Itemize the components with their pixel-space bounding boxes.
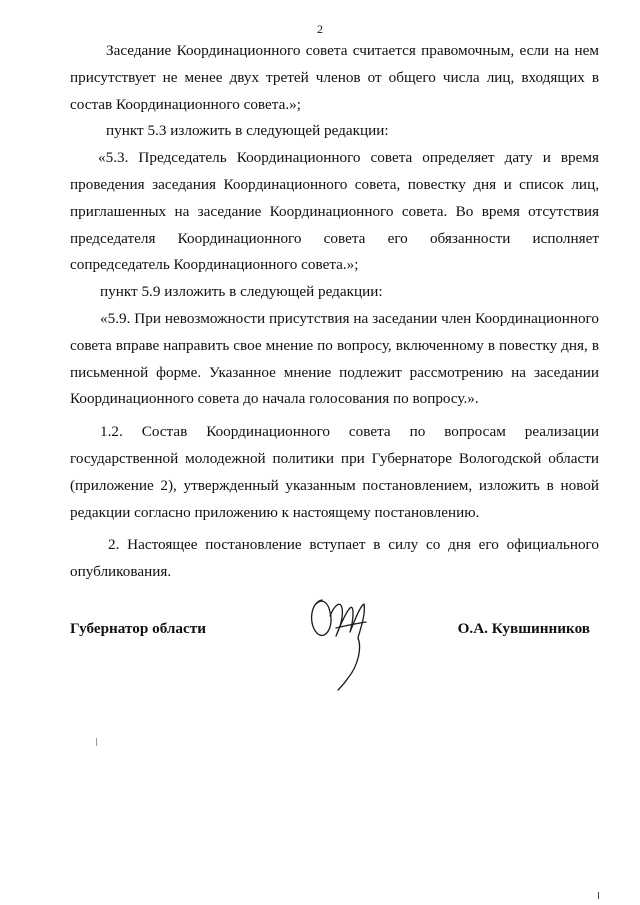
paragraph-item-5-3-intro: пункт 5.3 изложить в следующей редакции: [106,122,389,140]
signatory-title: Губернатор области [70,620,206,637]
paragraph-2: 2. Настоящее постановление вступает в силу со дня его официального опубликования. [70,536,599,581]
document-body [70,38,599,586]
paragraph-item-5-9-intro: пункт 5.9 изложить в следующей редакции: [100,283,383,301]
paragraph-item-5-3: «5.3. Председатель Координационного совета определяет дату и время проведения заседания Координационного совета, повестку дня и список лиц, приглашенных на заседание Координационного совета. Во время отсутствия председателя Координационного совета его обязанности исполняет сопредседатель Координационного совета.»; [70,149,599,274]
paragraph-item-5-9: «5.9. При невозможности присутствия на заседании член Координационного совета вправе направить свое мнение по вопросу, включенному в повестку дня, в письменной форме. Указанное мнение подлежит рассмотрению на заседании Координационного совета до начала голосования по вопросу.». [70,309,599,408]
handwritten-signature [300,586,390,696]
paragraph-1-2: 1.2. Состав Координационного совета по вопросам реализации государственной молодежной политики при Губернаторе Вологодской области (приложение 2), утвержденный указанным постановлением, изложить в новой редакции согласно приложению к настоящему постановлению. [70,423,599,521]
scan-speck [598,892,599,899]
scan-speck [96,738,97,746]
signatory-name: О.А. Кувшинников [457,620,590,637]
paragraph-quorum: Заседание Координационного совета считается правомочным, если на нем присутствует не менее двух третей членов от общего числа лиц, входящих в состав Координационного совета.»; [70,42,599,113]
page-number: 2 [317,22,323,36]
